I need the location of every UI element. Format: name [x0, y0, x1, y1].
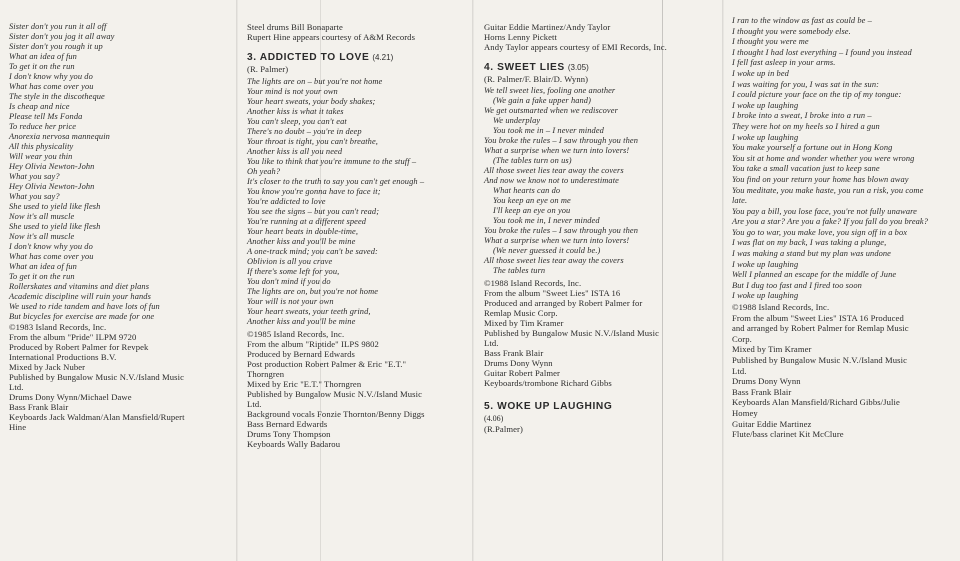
credit-line: Produced by Robert Palmer for Revpek: [9, 342, 149, 352]
lyric-line: All those sweet lies tear away the covers: [484, 166, 624, 175]
lyric-line: To get it on the run: [9, 272, 75, 281]
lyric-line: To reduce her price: [9, 122, 77, 131]
lyric-line: Is cheap and nice: [9, 102, 70, 111]
credit-line: Homey: [732, 407, 758, 418]
lyric-line: Your will is not your own: [247, 297, 334, 306]
credit-line: Mixed by Eric "E.T." Thorngren: [247, 379, 362, 389]
credit-line: ©1988 Island Records, Inc.: [484, 278, 582, 288]
lyric-line: Your throat is tight, you can't breathe,: [247, 137, 378, 146]
credit-line: Mixed by Tim Kramer: [484, 318, 564, 328]
credit-line: Mixed by Jack Nuber: [9, 362, 86, 372]
credit-line: Produced and arranged by Robert Palmer for: [484, 298, 643, 308]
lyric-line: Will wear you thin: [9, 152, 73, 161]
credit-line: Mixed by Tim Kramer: [732, 344, 812, 355]
lyric-line: I thought I had lost everything – I found you instead: [732, 47, 912, 57]
credit-line: Bass Frank Blair: [484, 348, 544, 358]
lyric-line: Well I planned an escape for the middle of June: [732, 270, 897, 280]
track-duration: (4.21): [372, 53, 394, 62]
credit-line: ©1988 Island Records, Inc.: [732, 302, 830, 313]
credit-line: Ltd.: [247, 399, 262, 409]
lyric-line: Your heart sweats, your body shakes;: [247, 97, 376, 106]
lyric-line: But I dug too fast and I fired too soon: [732, 280, 862, 290]
credit-line: ©1983 Island Records, Inc.: [9, 322, 107, 332]
credit-line: Keyboards Jack Waldman/Alan Mansfield/Rupert: [9, 412, 185, 422]
lyric-line: If there's some left for you,: [247, 267, 340, 276]
lyric-line: You broke the rules – I saw through you then: [484, 136, 638, 145]
lyric-line: And now we know not to underestimate: [484, 176, 619, 185]
lyric-line: Another kiss and you'll be mine: [247, 317, 356, 326]
lyric-line: What a surprise when we turn into lovers!: [484, 146, 630, 155]
lyric-line: I ran to the window as fast as could be –: [732, 16, 872, 25]
lyric-line: You like to think that you're immune to the stuff –: [247, 157, 417, 166]
credit-line: Keyboards/trombone Richard Gibbs: [484, 378, 612, 388]
lyric-line: Rollerskates and vitamins and diet plans: [9, 282, 150, 291]
credit-line: Remlap Music Corp.: [484, 308, 558, 318]
lyric-line: Hey Olivia Newton-John: [9, 162, 95, 171]
lyric-line: I'll keep an eye on you: [493, 206, 571, 215]
lyric-line: To get it on the run: [9, 62, 75, 71]
lyric-line: They were hot on my heels so I hired a gun: [732, 121, 880, 131]
lyric-line: I don't know why you do: [9, 242, 93, 251]
credit-line: Published by Bungalow Music N.V./Island Music: [247, 389, 423, 399]
credit-line: Published by Bungalow Music N.V./Island Music: [9, 372, 185, 382]
track-title: 3. ADDICTED TO LOVE (4.21): [247, 52, 394, 63]
credit-line: Ltd.: [484, 338, 499, 348]
lyric-line: Your heart sweats, your teeth grind,: [247, 307, 371, 316]
lyric-line: Oh yeah?: [247, 167, 281, 176]
lyric-line: I woke up laughing: [732, 259, 799, 269]
liner-column-3: [474, 0, 724, 561]
credit-line: Bass Frank Blair: [9, 402, 69, 412]
credit-line: and arranged by Robert Palmer for Remlap Music: [732, 323, 909, 334]
liner-column-2: [238, 0, 468, 561]
lyric-line: I was making a stand but my plan was undone: [732, 249, 891, 259]
lyric-line: What a surprise when we turn into lovers!: [484, 236, 630, 245]
lyric-line: There's no doubt – you're in deep: [247, 127, 362, 136]
credit-line: Corp.: [732, 333, 752, 344]
lyric-line: The lights are on, but you're not home: [247, 287, 379, 296]
lyric-line: We tell sweet lies, fooling one another: [484, 86, 616, 95]
lyric-line: You sit at home and wonder whether you were wrong: [732, 153, 915, 163]
lyric-line: Your mind is not your own: [247, 87, 338, 96]
credit-line: Flute/bass clarinet Kit McClure: [732, 429, 844, 440]
lyric-line: Sister don't you rough it up: [9, 42, 103, 51]
lyric-line: (We never guessed it could be.): [493, 246, 601, 255]
lyric-line: The style in the discotheque: [9, 92, 105, 101]
credit-line: Ltd.: [9, 382, 24, 392]
lyric-line: I thought you were me: [732, 37, 809, 47]
lyric-line: What hearts can do: [493, 186, 561, 195]
liner-column-1: [0, 0, 238, 561]
track-duration: (4.06): [484, 414, 504, 423]
lyric-line: The tables turn: [493, 266, 546, 275]
track-duration: (3.05): [567, 63, 589, 72]
lyric-line: She used to yield like flesh: [9, 222, 101, 231]
credit-line: Bass Frank Blair: [732, 386, 792, 397]
track-title: 5. WOKE UP LAUGHING: [484, 401, 613, 412]
lyric-line: A one-track mind; you can't be saved:: [247, 247, 378, 256]
lyric-line: I woke up laughing: [732, 291, 799, 301]
lyric-line: What has come over you: [9, 82, 94, 91]
lyric-line: But bicycles for exercise are made for one: [9, 312, 155, 321]
credit-line: Published by Bungalow Music N.V./Island Music: [732, 355, 908, 365]
lyric-line: Another kiss is all you need: [247, 147, 343, 156]
credit-line: International Productions B.V.: [9, 352, 117, 362]
lyric-line: She used to yield like flesh: [9, 202, 101, 211]
credit-line: Produced by Bernard Edwards: [247, 349, 355, 359]
credit-line: Bass Bernard Edwards: [247, 419, 328, 429]
credit-line: ©1985 Island Records, Inc.: [247, 329, 345, 339]
credit-line: Andy Taylor appears courtesy of EMI Records, Inc.: [484, 42, 667, 52]
lyric-line: What has come over you: [9, 252, 94, 261]
lyric-line: You make yourself a fortune out in Hong Kong: [732, 143, 893, 153]
lyric-line: You're running at a different speed: [247, 217, 367, 226]
lyric-line: It's closer to the truth to say you can't get enough –: [247, 177, 425, 186]
track-title: 4. SWEET LIES (3.05): [484, 62, 589, 73]
lyric-line: You pay a bill, you lose face, you're not fully unaware: [732, 206, 918, 216]
lyric-line: Your heart beats in double-time,: [247, 227, 359, 236]
lyric-line: What you say?: [9, 172, 60, 181]
lyric-line: What you say?: [9, 192, 60, 201]
lyric-line: The lights are on – but you're not home: [247, 77, 383, 86]
lyric-line: What an idea of fun: [9, 52, 77, 61]
lyric-line: Now it's all muscle: [9, 212, 75, 221]
credit-line: Ltd.: [732, 365, 747, 376]
lyric-line: Anorexia nervosa mannequin: [9, 132, 110, 141]
liner-column-4: [724, 0, 960, 561]
credit-line: From the album "Sweet Lies" ISTA 16: [484, 288, 621, 298]
credit-line: Rupert Hine appears courtesy of A&M Records: [247, 32, 416, 42]
lyric-line: Another kiss and you'll be mine: [247, 237, 356, 246]
track-writer: (R. Palmer): [247, 64, 289, 74]
lyric-line: I fell fast asleep in your arms.: [732, 58, 836, 68]
lyric-line: Now it's all muscle: [9, 232, 75, 241]
lyric-line: I don't know why you do: [9, 72, 93, 81]
lyric-line: You take a small vacation just to keep sane: [732, 164, 880, 174]
lyric-line: All those sweet lies tear away the covers: [484, 256, 624, 265]
lyric-line: What an idea of fun: [9, 262, 77, 271]
lyric-line: You can't sleep, you can't eat: [247, 117, 347, 126]
credit-line: Published by Bungalow Music N.V./Island Music: [484, 328, 660, 338]
lyric-line: (The tables turn on us): [493, 156, 572, 165]
lyric-line: Oblivion is all you crave: [247, 257, 333, 266]
credit-line: Drums Tony Thompson: [247, 429, 331, 439]
credit-line: Hine: [9, 422, 27, 432]
credit-line: Background vocals Fonzie Thornton/Benny Diggs: [247, 409, 425, 419]
lyric-line: I was flat on my back, I was taking a plunge,: [732, 238, 887, 248]
track-writer: (R. Palmer/F. Blair/D. Wynn): [484, 74, 589, 84]
lyric-line: You broke the rules – I saw through you then: [484, 226, 638, 235]
lyric-line: I broke into a sweat, I broke into a run –: [732, 111, 872, 121]
credit-line: Steel drums Bill Bonaparte: [247, 22, 343, 32]
credit-line: Horns Lenny Pickett: [484, 32, 558, 42]
credit-line: Drums Dony Wynn/Michael Dawe: [9, 392, 132, 402]
credit-line: Drums Dony Wynn: [484, 358, 553, 368]
lyric-line: You're addicted to love: [247, 197, 326, 206]
credit-line: Thorngren: [247, 369, 285, 379]
lyric-line: Sister don't you run it all off: [9, 22, 107, 31]
lyric-line: Sister don't you jog it all away: [9, 32, 115, 41]
lyric-line: We get outsmarted when we rediscover: [484, 106, 618, 115]
lyric-line: We used to ride tandem and have lots of fun: [9, 302, 160, 311]
credit-line: Post production Robert Palmer & Eric "E.T.": [247, 359, 407, 369]
lyric-line: Another kiss is what it takes: [247, 107, 344, 116]
lyric-line: I woke up laughing: [732, 100, 799, 110]
lyric-line: You keep an eye on me: [493, 196, 571, 205]
lyric-line: I thought you were somebody else.: [732, 26, 851, 36]
credit-line: Guitar Eddie Martinez: [732, 418, 812, 429]
credit-line: From the album "Riptide" ILPS 9802: [247, 339, 379, 349]
lyric-line: You find on your return your home has blown away: [732, 174, 909, 184]
lyric-line: I was waiting for you, I was sat in the sun:: [732, 79, 880, 89]
lyric-line: Hey Olivia Newton-John: [9, 182, 95, 191]
lyric-line: I woke up in bed: [732, 68, 789, 78]
lyric-line: You go to war, you make love, you sign off in a box: [732, 227, 908, 237]
lyric-line: You meditate, you make haste, you run a risk, you come: [732, 185, 924, 195]
lyric-line: All this physicality: [9, 142, 74, 151]
lyric-line: Please tell Ms Fonda: [9, 112, 83, 121]
credit-line: Keyboards Wally Badarou: [247, 439, 341, 449]
lyric-line: (We gain a fake upper hand): [493, 96, 591, 105]
lyric-line: You took me in – I never minded: [493, 126, 604, 135]
credit-line: Guitar Robert Palmer: [484, 368, 560, 378]
lyric-line: You see the signs – but you can't read;: [247, 207, 380, 216]
lyric-line: I woke up laughing: [732, 132, 799, 142]
lyric-line: You know you're gonna have to face it;: [247, 187, 381, 196]
credit-line: Guitar Eddie Martinez/Andy Taylor: [484, 22, 611, 32]
credit-line: Keyboards Alan Mansfield/Richard Gibbs/Julie: [732, 397, 900, 408]
track-writer: (R.Palmer): [484, 424, 523, 434]
lyric-line: Are you a star? Are you a fake? If you fall do you break?: [732, 217, 929, 227]
lyric-line: You took me in, I never minded: [493, 216, 600, 225]
credit-line: Drums Dony Wynn: [732, 376, 801, 387]
lyric-line: You don't mind if you do: [247, 277, 331, 286]
lyric-line: I could picture your face on the tip of my tongue:: [732, 90, 902, 100]
credit-line: From the album "Sweet Lies" ISTA 16 Produced: [732, 312, 904, 323]
credit-line: From the album "Pride" ILPM 9720: [9, 332, 137, 342]
lyric-line: late.: [732, 196, 748, 206]
lyric-line: Academic discipline will ruin your hands: [9, 292, 151, 301]
lyric-line: We underplay: [493, 116, 541, 125]
